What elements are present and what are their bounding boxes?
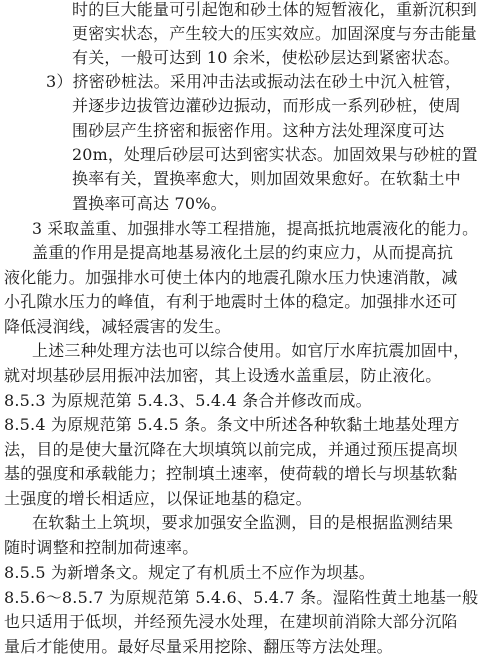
text-line: 基的强度和承载能力；控制填土速率，使荷载的增长与坝基软黏: [4, 464, 458, 483]
section-8-5-4: 8.5.4 为原规范第 5.4.5 条。条文中所述各种软黏土地基处理方: [4, 415, 460, 434]
text-line: 20m，处理后砂层可达到密实状态。加固效果与砂桩的置: [72, 145, 478, 164]
text-line: 并逐步边拔管边灌砂边振动，而形成一系列砂桩，使周: [72, 96, 461, 115]
text-line: 围砂层产生挤密和振密作用。这种方法处理深度可达: [72, 121, 445, 140]
section-8-5-5: 8.5.5 为新增条文。规定了有机质土不应作为坝基。: [4, 563, 375, 582]
text-line: 更密实状态，产生较大的压实效应。加固深度与夯击能量: [72, 24, 478, 43]
text-line: 小孔隙水压力的峰值，有利于地震时土体的稳定。加强排水还可: [4, 292, 458, 311]
text-line: 土强度的增长相适应，以保证地基的稳定。: [4, 489, 312, 508]
text-line: 法，目的是使大量沉降在大坝填筑以前完成，并通过预压提高坝: [4, 440, 458, 459]
text-line: 量后才能使用。最好尽量采用挖除、翻压等方法处理。: [4, 637, 393, 656]
text-line: 换率有关，置换率愈大，则加固效果愈好。在软黏土中: [72, 169, 461, 188]
text-line: 置换率可高达 70%。: [72, 194, 227, 213]
text-line: 有关，一般可达到 10 余米，使松砂层达到紧密状态。: [72, 48, 460, 67]
text-line: 就对坝基砂层用振冲法加密，其上设透水盖重层，防止液化。: [4, 366, 442, 385]
text-line: 液化能力。加强排水可使土体内的地震孔隙水压力快速消散，减: [4, 268, 458, 287]
text-line: 上述三种处理方法也可以综合使用。如官厅水库抗震加固中，: [32, 341, 470, 360]
text-line: 降低浸润线，减轻震害的发生。: [4, 317, 231, 336]
text-line: 时的巨大能量可引起饱和砂土体的短暂液化，重新沉积到: [72, 0, 478, 19]
text-line: 在软黏土上筑坝，要求加强安全监测，目的是根据监测结果: [32, 513, 454, 532]
section-8-5-6-8-5-7: 8.5.6～8.5.7 为原规范第 5.4.6、5.4.7 条。湿陷性黄土地基一般: [4, 588, 479, 607]
text-line: 3 采取盖重、加强排水等工程措施，提高抵抗地震液化的能力。: [32, 219, 479, 238]
text-line: 随时调整和控制加荷速率。: [4, 538, 199, 557]
text-line: 也只适用于低坝，并经预先浸水处理，在建坝前消除大部分沉陷: [4, 612, 458, 631]
text-line: 3）挤密砂桩法。采用冲击法或振动法在砂土中沉入桩管，: [46, 72, 462, 91]
text-line: 盖重的作用是提高地基易液化土层的约束应力，从而提高抗: [32, 243, 454, 262]
section-8-5-3: 8.5.3 为原规范第 5.4.3、5.4.4 条合并修改而成。: [4, 391, 372, 410]
